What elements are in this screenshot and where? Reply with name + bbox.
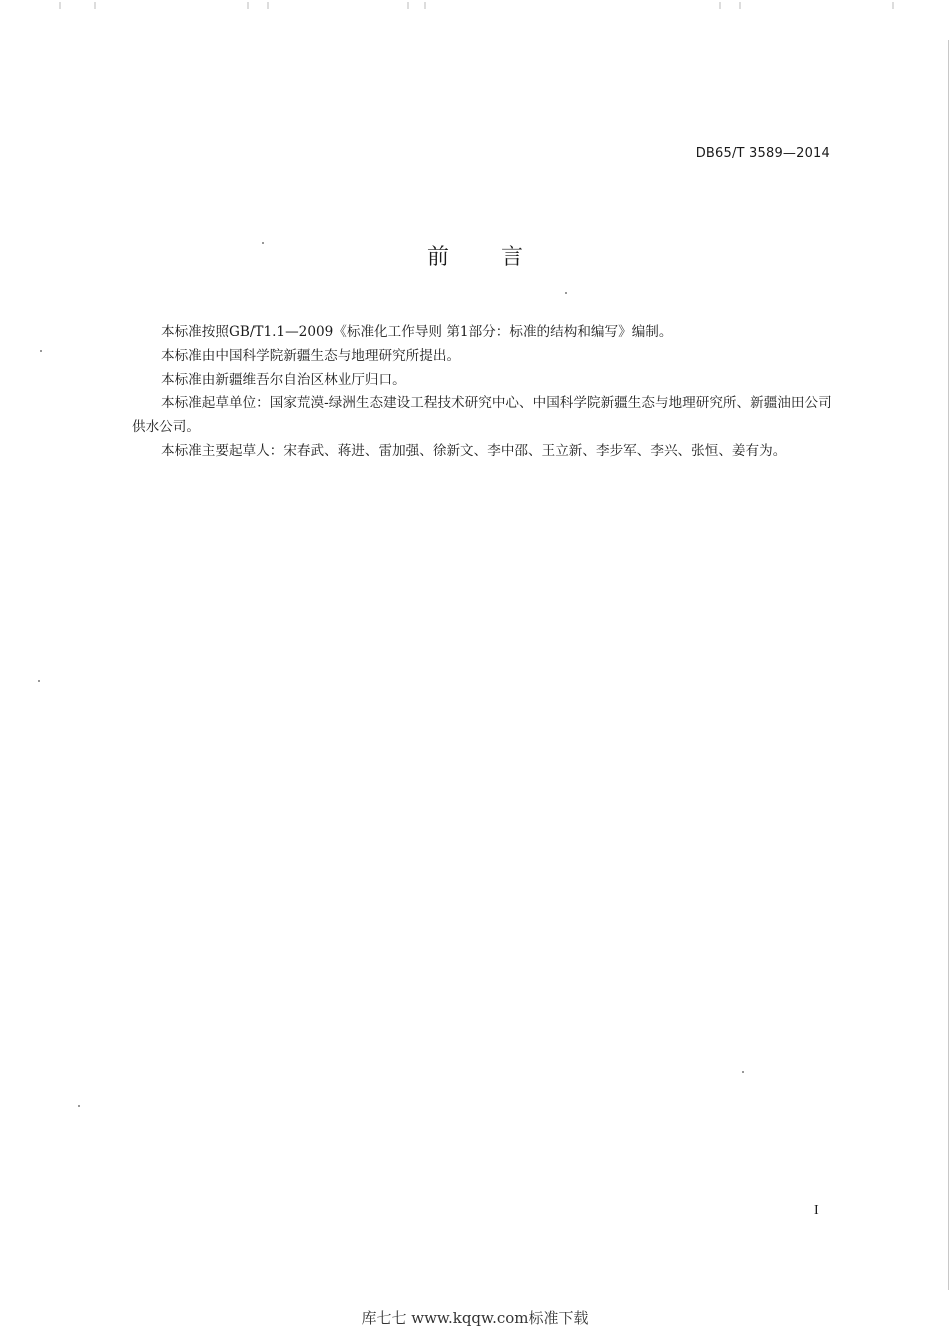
scan-speck — [78, 1105, 80, 1107]
scan-speck — [565, 292, 567, 294]
scan-edge-top — [0, 0, 950, 10]
footer-watermark: 库七七 www.kqqw.com标准下载 — [361, 1309, 589, 1327]
scan-speck — [38, 680, 40, 682]
paragraph-proposer: 本标准由中国科学院新疆生态与地理研究所提出。 — [161, 347, 461, 364]
paragraph-drafters: 本标准主要起草人：宋春武、蒋进、雷加强、徐新文、李中邵、王立新、李步军、李兴、张恒、姜有为。 — [161, 442, 787, 459]
foreword-body — [132, 321, 832, 464]
scan-speck — [40, 350, 42, 352]
scan-edge-right — [948, 40, 949, 1290]
section-title: 前言 — [426, 245, 575, 270]
scan-speck — [262, 242, 264, 244]
scan-speck — [742, 1071, 744, 1073]
page-number: I — [814, 1203, 819, 1218]
paragraph-drafting-rule: 本标准按照GB/T1.1—2009《标准化工作导则 第1部分：标准的结构和编写》编制。 — [161, 324, 673, 340]
standard-code: DB65/T 3589—2014 — [695, 146, 830, 161]
paragraph-administrator: 本标准由新疆维吾尔自治区林业厅归口。 — [161, 371, 406, 388]
paragraph-drafting-units: 本标准起草单位：国家荒漠-绿洲生态建设工程技术研究中心、中国科学院新疆生态与地理研究所、新疆油田公司供水公司。 — [132, 395, 832, 436]
